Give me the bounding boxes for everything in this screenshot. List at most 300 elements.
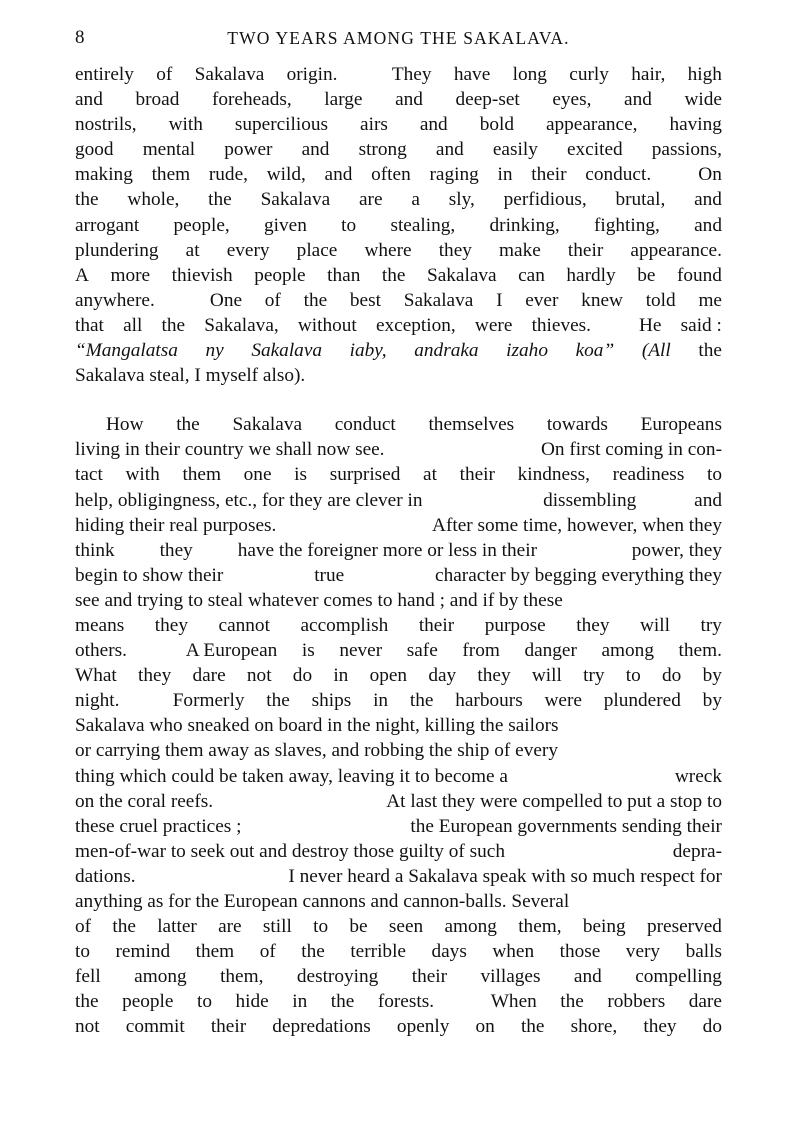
word: He (638, 314, 662, 336)
word (670, 162, 680, 187)
text-line (75, 964, 722, 989)
word: the (75, 189, 99, 211)
word: among (444, 916, 497, 938)
word: found (676, 264, 722, 286)
word: cannot (218, 614, 270, 636)
word: to (313, 916, 329, 938)
word: people (122, 991, 174, 1013)
word: rude, (208, 164, 248, 186)
word: large (324, 89, 363, 111)
word: destroying (296, 966, 379, 988)
word: They (391, 64, 432, 85)
word: that (75, 314, 104, 336)
text-line (75, 588, 722, 613)
word: themselves (428, 414, 515, 436)
word: are (358, 189, 383, 211)
word: those (559, 941, 601, 963)
body-text (75, 62, 722, 1040)
word: wide (684, 89, 722, 111)
word: mental (142, 139, 196, 161)
text-line (75, 864, 722, 889)
word: passions, (651, 139, 722, 161)
word: the (208, 189, 232, 211)
word: try (583, 665, 605, 687)
word: means (75, 614, 125, 636)
paragraph-2 (75, 412, 722, 1039)
text-line (75, 638, 722, 663)
word: depra- (672, 840, 722, 862)
word (295, 789, 305, 814)
word: not (75, 1016, 100, 1038)
text-line (75, 889, 722, 914)
word: ever (525, 289, 559, 311)
word: or carrying them away as slaves, and robbing the ship of every (75, 740, 558, 762)
word: Europeans (640, 414, 722, 436)
word: the (330, 991, 355, 1013)
word: to (625, 665, 641, 687)
text-line (75, 613, 722, 638)
word: them. (678, 640, 722, 662)
word: drinking, (489, 214, 560, 236)
word: harbours (455, 690, 523, 712)
word: (All (641, 340, 671, 362)
word: good (75, 139, 114, 161)
word: the (409, 690, 434, 712)
word: will (531, 665, 562, 687)
text-line (75, 738, 722, 763)
word: by (702, 665, 722, 687)
word: the (381, 264, 406, 286)
word: every (226, 239, 270, 261)
text-line (75, 538, 722, 563)
word: openly (396, 1016, 450, 1038)
word: whole, (127, 189, 180, 211)
word: thing which could be taken away, leaving it to become a (75, 765, 508, 787)
word: sly, (448, 189, 475, 211)
word: try (700, 614, 722, 636)
word: is (301, 640, 315, 662)
word: their (418, 614, 455, 636)
word (586, 839, 591, 864)
word: help, obligingness, etc., for they are clever in (75, 489, 423, 511)
word: hiding their real purposes. (75, 514, 277, 536)
word: best (349, 289, 381, 311)
word: hair, (631, 64, 666, 85)
word: with (125, 464, 160, 486)
word: others. (75, 640, 127, 662)
word: said : (680, 314, 722, 336)
word: very (625, 941, 661, 963)
word (589, 764, 594, 789)
word: men-of-war to seek out and destroy those guilty of such (75, 840, 505, 862)
word: When (490, 991, 537, 1013)
word: the European governments sending their (410, 815, 722, 837)
word: will (640, 614, 670, 636)
text-line (75, 563, 722, 588)
word (152, 638, 162, 663)
word: in (373, 690, 389, 712)
word: entirely (75, 64, 134, 85)
word: Sakalava (426, 264, 497, 286)
text-line (75, 313, 722, 338)
text-line (75, 112, 722, 137)
word: robbers (607, 991, 666, 1013)
word: wreck (674, 765, 722, 787)
word: danger (524, 640, 577, 662)
word: the (560, 991, 584, 1013)
word: One (209, 289, 243, 311)
text-line (75, 213, 722, 238)
word: among (134, 966, 187, 988)
word: given (264, 214, 307, 236)
word: night. (75, 690, 120, 712)
word (141, 688, 151, 713)
word: have the foreigner more or less in their (237, 539, 538, 561)
word: without (297, 314, 357, 336)
word: After some time, however, when they (432, 514, 722, 536)
word: surprised (329, 464, 401, 486)
text-line (75, 162, 722, 187)
word: the (266, 690, 290, 712)
text-line (75, 488, 722, 513)
word: forests. (377, 991, 435, 1013)
word: place (296, 239, 338, 261)
word: Sakalava (194, 64, 265, 85)
word: begin to show their (75, 564, 224, 586)
word: they (438, 239, 472, 261)
word: people (254, 264, 306, 286)
word: Sakalava who sneaked on board in the night, killing the sailors (75, 715, 559, 737)
word (480, 488, 485, 513)
word: do (662, 665, 682, 687)
word (178, 288, 188, 313)
word (360, 62, 370, 87)
word: than (327, 264, 361, 286)
text-line (75, 412, 722, 437)
word: exception, (375, 314, 456, 336)
word: their (210, 1016, 247, 1038)
word: they (159, 539, 193, 561)
word: with (168, 114, 203, 136)
word: days (431, 941, 467, 963)
word: seen (388, 916, 424, 938)
word: towards (546, 414, 608, 436)
word: in (497, 164, 513, 186)
text-line (75, 789, 722, 814)
word: and (324, 164, 353, 186)
word: depredations (272, 1016, 371, 1038)
word: a (411, 189, 420, 211)
word: conduct. (585, 164, 652, 186)
text-line (75, 764, 722, 789)
text-line (75, 914, 722, 939)
word: often (371, 164, 411, 186)
word: in (333, 665, 349, 687)
word: commit (125, 1016, 185, 1038)
word: have (453, 64, 491, 85)
word: fighting, (593, 214, 660, 236)
word: open (369, 665, 408, 687)
text-line (75, 338, 722, 363)
word: people, (173, 214, 230, 236)
word: purpose (484, 614, 546, 636)
word: Sakalava (251, 340, 323, 362)
word: and (75, 89, 103, 111)
word (210, 864, 215, 889)
word: their (531, 164, 567, 186)
word: on (475, 1016, 495, 1038)
word: kindness, (517, 464, 590, 486)
text-line (75, 1014, 722, 1039)
word: never (339, 640, 383, 662)
word: accomplish (300, 614, 389, 636)
word: Sakalava (403, 289, 474, 311)
word: the (176, 414, 200, 436)
word: making (75, 164, 133, 186)
word: Sakalava steal, I myself also). (75, 365, 306, 387)
word (460, 437, 465, 462)
word: conduct (334, 414, 396, 436)
word: all (123, 314, 143, 336)
word: the (520, 1016, 545, 1038)
word: them (151, 164, 191, 186)
word: terrible (350, 941, 406, 963)
word: and (301, 139, 330, 161)
text-line (75, 939, 722, 964)
word: I never heard a Sakalava speak with so much respect for (288, 865, 722, 887)
word: the (698, 340, 722, 362)
word: make (499, 239, 541, 261)
word: more (110, 264, 151, 286)
word: dare (688, 991, 722, 1013)
page-number: 8 (75, 27, 85, 48)
word: and (694, 214, 722, 236)
word: bold (479, 114, 514, 136)
word (458, 989, 468, 1014)
word: by (702, 690, 722, 712)
text-line (75, 713, 722, 738)
word: when (492, 941, 535, 963)
word: latter (157, 916, 197, 938)
word: strong (358, 139, 407, 161)
word: at (185, 239, 200, 261)
word: the (303, 289, 328, 311)
word: stealing, (390, 214, 456, 236)
word: dations. (75, 865, 136, 887)
word: raging (429, 164, 479, 186)
text-line (75, 814, 722, 839)
word: foreheads, (211, 89, 292, 111)
word: brutal, (615, 189, 666, 211)
word: and (694, 489, 722, 511)
word: to (706, 464, 722, 486)
word: On first coming in con- (541, 439, 722, 461)
text-line (75, 688, 722, 713)
word: anything as for the European cannons and cannon-balls. Several (75, 891, 570, 912)
word: day (428, 665, 457, 687)
word: they (477, 665, 511, 687)
word: deep-set (455, 89, 520, 111)
word: Sakalava (260, 189, 331, 211)
word: tact (75, 464, 103, 486)
word: of (75, 916, 92, 938)
word: andraka (414, 340, 479, 362)
word: How (106, 414, 144, 436)
word: readiness (612, 464, 685, 486)
word: preserved (646, 916, 722, 938)
word: broad (135, 89, 180, 111)
text-line (75, 513, 722, 538)
word: appearance. (630, 239, 722, 261)
word: supercilious (234, 114, 329, 136)
word: airs (360, 114, 388, 136)
word: A (75, 264, 89, 286)
word: hide (235, 991, 269, 1013)
word: do (292, 665, 313, 687)
word: On (698, 164, 722, 186)
word: perfidious, (503, 189, 587, 211)
word: they (138, 665, 172, 687)
text-line (75, 238, 722, 263)
text-line (75, 263, 722, 288)
word: Sakalava (232, 414, 303, 436)
word: true (314, 564, 345, 586)
word: plundered (603, 690, 681, 712)
word: ships (311, 690, 352, 712)
word: easily (492, 139, 538, 161)
word: and (694, 189, 722, 211)
text-line (75, 989, 722, 1014)
word: What (75, 665, 117, 687)
word: be (637, 264, 656, 286)
word: their (411, 966, 448, 988)
word: they (576, 614, 610, 636)
word: and (395, 89, 423, 111)
word: to (341, 214, 357, 236)
word: eyes, (552, 89, 592, 111)
word: ny (205, 340, 224, 362)
word: power, they (631, 539, 722, 561)
word: and (573, 966, 602, 988)
word: are (218, 916, 242, 938)
word: shore, (570, 1016, 618, 1038)
word: from (462, 640, 500, 662)
word: Sakalava, (204, 314, 279, 336)
word: me (698, 289, 722, 311)
word: thieves. (531, 314, 591, 336)
word: having (669, 114, 722, 136)
word: the (301, 941, 325, 963)
word: high (687, 64, 722, 85)
word: do (702, 1016, 722, 1038)
word: origin. (286, 64, 338, 85)
word: of (259, 941, 276, 963)
word: knew (581, 289, 623, 311)
word: curly (569, 64, 609, 85)
word: thievish (171, 264, 233, 286)
text-line (75, 62, 722, 87)
text-line (75, 288, 722, 313)
text-line (75, 187, 722, 212)
word: balls (685, 941, 722, 963)
text-line (75, 87, 722, 112)
word: compelling (635, 966, 722, 988)
word: the (161, 314, 186, 336)
word: of (156, 64, 173, 85)
word: villages (480, 966, 541, 988)
text-line (75, 663, 722, 688)
word: think (75, 539, 115, 561)
word: can (518, 264, 545, 286)
word: these cruel practices ; (75, 815, 242, 837)
word: among (601, 640, 654, 662)
word: the (75, 991, 99, 1013)
word: dare (192, 665, 226, 687)
word: remind (115, 941, 171, 963)
word: safe (406, 640, 438, 662)
word: “Mangalatsa (75, 340, 178, 362)
word (610, 313, 620, 338)
word: koa” (575, 340, 615, 362)
word: anywhere. (75, 289, 155, 311)
word: excited (566, 139, 623, 161)
word: and (624, 89, 652, 111)
paragraph-1 (75, 62, 722, 388)
word: told (645, 289, 676, 311)
word: nostrils, (75, 114, 137, 136)
word: see and trying to steal whatever comes to hand ; and if by these (75, 589, 563, 611)
word (352, 513, 357, 538)
word: arrogant (75, 214, 140, 236)
word (324, 814, 329, 839)
word: izaho (506, 340, 548, 362)
word: wild, (266, 164, 306, 186)
word: hardly (566, 264, 616, 286)
running-head-title: TWO YEARS AMONG THE SAKALAVA. (227, 28, 570, 48)
word: them (182, 464, 221, 486)
text-line (75, 137, 722, 162)
word: one (243, 464, 272, 486)
word: be (349, 916, 368, 938)
word: the (112, 916, 136, 938)
word: them (195, 941, 235, 963)
word: is (294, 464, 308, 486)
word: living in their country we shall now see. (75, 439, 385, 461)
word: At last they were compelled to put a stop to (386, 790, 722, 812)
word: I (496, 289, 503, 311)
word: A European (185, 640, 278, 662)
word: were (474, 314, 513, 336)
word: still (262, 916, 292, 938)
word: them, (220, 966, 264, 988)
text-line (75, 437, 722, 462)
word: at (423, 464, 437, 486)
text-line (75, 839, 722, 864)
word: Formerly (172, 690, 245, 712)
word (582, 538, 587, 563)
word: they (154, 614, 188, 636)
word: were (544, 690, 582, 712)
word: fell (75, 966, 101, 988)
word: iaby, (349, 340, 387, 362)
word: in (292, 991, 308, 1013)
word: long (512, 64, 547, 85)
word: of (264, 289, 281, 311)
word: their (567, 239, 604, 261)
word: not (246, 665, 272, 687)
word: to (75, 941, 90, 963)
word: and (435, 139, 464, 161)
